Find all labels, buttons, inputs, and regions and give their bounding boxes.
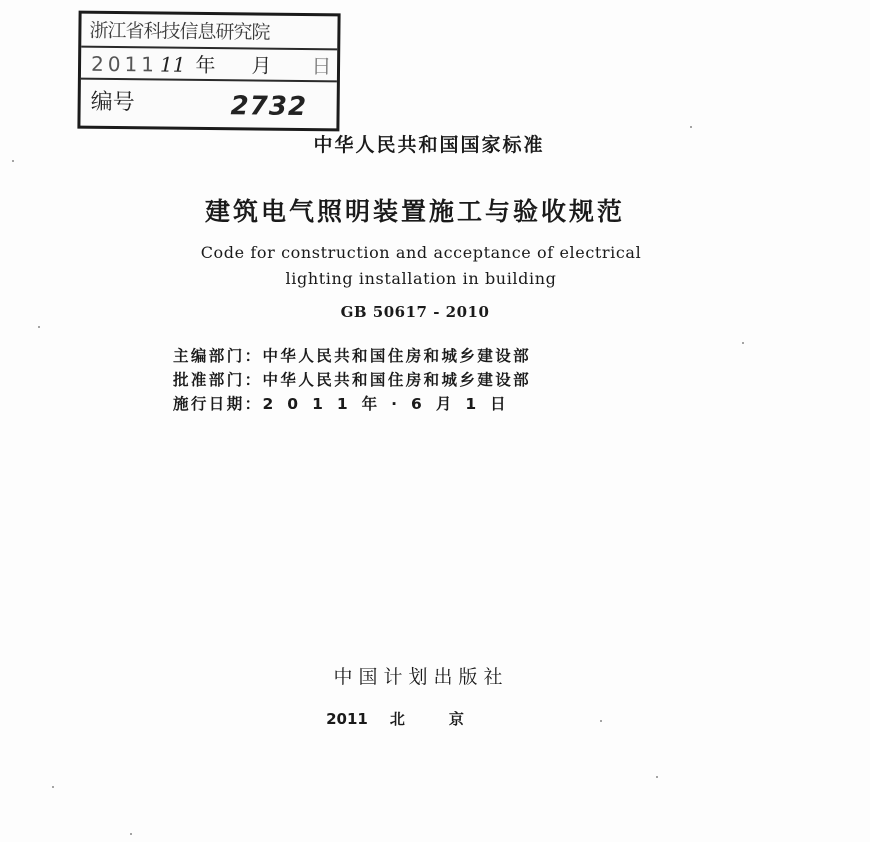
publisher-name: 中国计划出版社: [333, 666, 509, 688]
chief-department-label: 主编部门：: [173, 347, 263, 365]
scan-speck: [742, 342, 744, 344]
title-english: [0, 240, 856, 292]
chief-department-row: [173, 344, 531, 368]
publication-info: [0, 708, 852, 729]
chief-department-value: 中华人民共和国住房和城乡建设部: [262, 347, 532, 365]
stamp-number-label: 编号: [90, 89, 135, 116]
publication-city: 北京: [389, 710, 508, 728]
publication-year: 2011: [326, 710, 368, 728]
effective-date-label: 施行日期：: [173, 395, 263, 413]
stamp-institution: 浙江省科技信息研究院: [81, 14, 337, 51]
scan-speck: [38, 326, 40, 328]
title-english-line-2: lighting installation in building: [285, 269, 557, 288]
scan-speck: [690, 126, 692, 128]
title-english-line-1: Code for construction and acceptance of electrical: [200, 243, 642, 262]
approval-department-value: 中华人民共和国住房和城乡建设部: [262, 371, 532, 389]
stamp-year-char: 年: [195, 52, 216, 78]
scan-speck: [600, 720, 602, 722]
standard-series: 中华人民共和国国家标准: [313, 134, 545, 156]
stamp-number-row: [80, 80, 336, 129]
standard-code: GB 50617 - 2010: [340, 303, 490, 321]
stamp-day-char: 日: [311, 54, 332, 79]
stamp-number: 2732: [230, 91, 308, 123]
effective-date-value: 2011年·6月1日: [262, 395, 520, 413]
stamp-month-handwritten: 11: [159, 52, 186, 77]
library-receipt-stamp: [77, 11, 340, 132]
metadata-block: [173, 344, 531, 416]
scan-speck: [130, 833, 132, 835]
effective-date-row: [173, 392, 531, 416]
title-chinese: 建筑电气照明装置施工与验收规范: [204, 197, 625, 226]
approval-department-label: 批准部门：: [173, 371, 263, 389]
approval-department-row: [173, 368, 531, 392]
stamp-year: 2011: [90, 51, 159, 77]
scan-speck: [12, 160, 14, 162]
stamp-month-char: 月: [251, 53, 272, 78]
stamp-date-row: [81, 48, 337, 83]
scan-speck: [656, 776, 658, 778]
scan-speck: [52, 786, 54, 788]
